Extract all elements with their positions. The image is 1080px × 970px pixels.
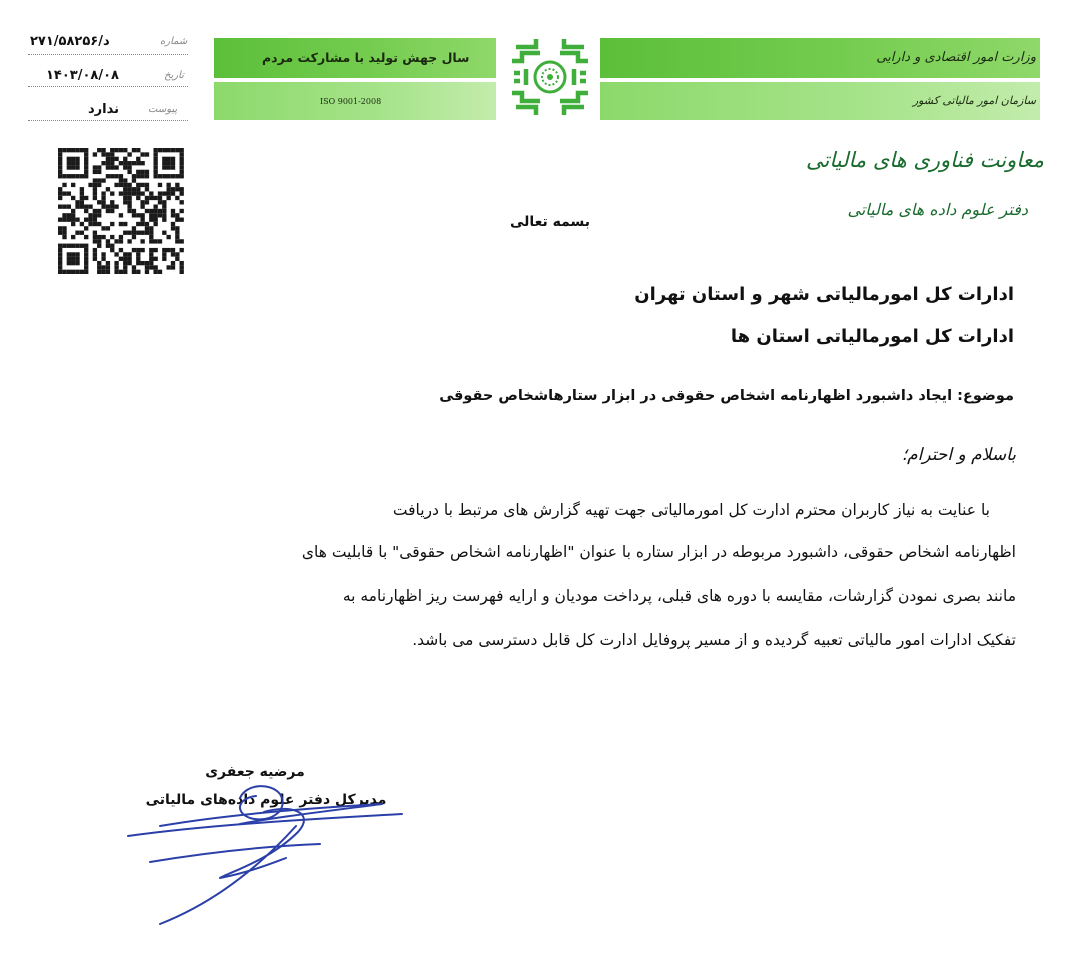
- attachment-value: ندارد: [88, 102, 120, 117]
- slogan-text: سال جهش تولید با مشارکت مردم: [262, 50, 470, 65]
- body-line-2: اظهارنامه اشخاص حقوقی، داشبورد مربوطه در ابزار ستاره با عنوان "اظهارنامه اشخاص حقوقی" با قابلیت های: [301, 543, 1016, 561]
- greeting: باسلام و احترام؛: [901, 445, 1016, 465]
- iso-text: ISO 9001-2008: [320, 97, 382, 106]
- letter-number: د/۲۷۱/۵۸۲۵۶: [30, 34, 110, 49]
- body-line-3: مانند بصری نمودن گزارشات، مقایسه با دوره های قبلی، پرداخت مودیان و ارایه فهرست ریز اظهارنامه به: [342, 587, 1016, 605]
- body-line-4: تفکیک ادارات امور مالیاتی تعبیه گردیده و از مسیر پروفایل ادارت کل قابل دسترسی می باشد.: [412, 631, 1016, 649]
- number-label: شماره: [160, 36, 188, 47]
- invocation: بسمه تعالی: [509, 214, 591, 230]
- body-line-1: با عنایت به نیاز کاربران محترم ادارت کل امورمالیاتی جهت تهیه گزارش های مرتبط با دریافت: [392, 501, 990, 519]
- recipient-1: ادارات کل امورمالیاتی شهر و استان تهران: [634, 284, 1014, 305]
- signatory-title: مدیرکل دفتر علوم داده‌های مالیاتی: [145, 792, 387, 808]
- handwritten-signature: [120, 768, 420, 928]
- ministry-name: وزارت امور اقتصادی و دارایی: [876, 50, 1036, 65]
- deputy-title: معاونت فناوری های مالیاتی: [806, 148, 1044, 172]
- attachment-label: پیوست: [148, 104, 178, 115]
- signatory-name: مرضیه جعفری: [205, 764, 305, 780]
- date-label: تاریخ: [164, 70, 184, 81]
- subject-line: موضوع: ایجاد داشبورد اظهارنامه اشخاص حقوقی در ابزار ستارهاشخاص حقوقی: [439, 388, 1014, 404]
- office-title: دفتر علوم داده های مالیاتی: [847, 200, 1028, 219]
- recipient-2: ادارات کل امورمالیاتی استان ها: [730, 326, 1014, 347]
- qr-code[interactable]: [58, 148, 202, 274]
- ministry-logo: [506, 33, 594, 121]
- letter-date: ۱۴۰۳/۰۸/۰۸: [46, 68, 119, 83]
- organization-name: سازمان امور مالیاتی کشور: [912, 94, 1036, 107]
